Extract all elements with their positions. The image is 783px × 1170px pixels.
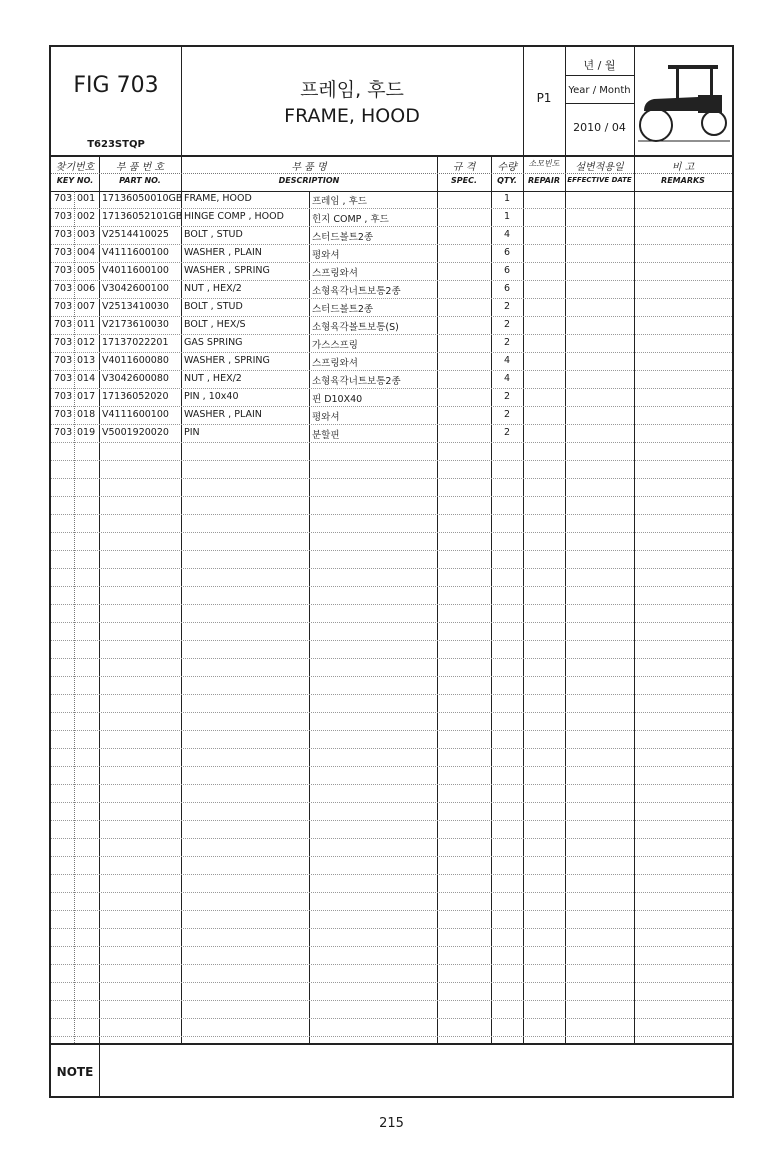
empty-row (51, 731, 732, 749)
empty-row (51, 875, 732, 893)
cell-qty: 1 (503, 211, 511, 222)
cell-fig: 703 (54, 355, 73, 366)
cell-desc-en: NUT , HEX/2 (184, 283, 242, 294)
cell-key: 019 (77, 427, 96, 438)
empty-row (51, 677, 732, 695)
column-headers (51, 155, 732, 192)
table-row (51, 281, 732, 299)
cell-key: 004 (77, 247, 96, 258)
note-label: NOTE (56, 1065, 94, 1079)
empty-row (51, 965, 732, 983)
cell-qty: 2 (503, 409, 511, 420)
col-desc-en: DESCRIPTION (278, 176, 340, 185)
cell-desc-ko: 프레임 , 후드 (312, 196, 367, 207)
cell-fig: 703 (54, 301, 73, 312)
cell-key: 007 (77, 301, 96, 312)
cell-fig: 703 (54, 391, 73, 402)
table-row (51, 227, 732, 245)
parts-sheet (49, 45, 734, 1098)
table-row (51, 299, 732, 317)
cell-desc-en: PIN (184, 427, 200, 438)
cell-desc-en: WASHER , PLAIN (184, 409, 262, 420)
cell-key: 014 (77, 373, 96, 384)
empty-row (51, 857, 732, 875)
cell-desc-ko: 스프링와셔 (312, 358, 358, 369)
cell-key: 002 (77, 211, 96, 222)
year-month-label-en: Year / Month (568, 85, 631, 96)
empty-row (51, 929, 732, 947)
empty-row (51, 623, 732, 641)
cell-qty: 2 (503, 391, 511, 402)
cell-part: 17136052101GB (102, 211, 183, 222)
cell-desc-ko: 소형육각볼트보통(S) (312, 322, 399, 333)
empty-row (51, 515, 732, 533)
year-month-label-ko: 년 / 월 (583, 59, 616, 72)
empty-row (51, 1019, 732, 1037)
cell-part: 17137022201 (102, 337, 169, 348)
table-row (51, 263, 732, 281)
cell-part: 17136052020 (102, 391, 169, 402)
model-code: T623STQP (87, 139, 145, 150)
col-key-ko: 찾기번호 (55, 162, 95, 173)
table-row (51, 371, 732, 389)
cell-qty: 4 (503, 355, 511, 366)
cell-desc-ko: 평와셔 (312, 412, 340, 423)
cell-fig: 703 (54, 229, 73, 240)
cell-key: 017 (77, 391, 96, 402)
cell-desc-ko: 스프링와셔 (312, 268, 358, 279)
table-row (51, 335, 732, 353)
cell-desc-ko: 분할핀 (312, 430, 340, 441)
cell-key: 011 (77, 319, 96, 330)
title-english: FRAME, HOOD (284, 105, 420, 127)
col-remarks-en: REMARKS (661, 176, 705, 185)
empty-row (51, 911, 732, 929)
empty-row (51, 1001, 732, 1019)
tractor-icon (638, 55, 730, 147)
cell-fig: 703 (54, 373, 73, 384)
cell-fig: 703 (54, 409, 73, 420)
col-repair-en: REPAIR (527, 176, 561, 185)
cell-key: 018 (77, 409, 96, 420)
empty-row (51, 551, 732, 569)
table-row (51, 317, 732, 335)
empty-row (51, 605, 732, 623)
cell-key: 012 (77, 337, 96, 348)
cell-part: V3042600080 (102, 373, 169, 384)
table-row (51, 425, 732, 443)
empty-row (51, 695, 732, 713)
cell-part: V4011600100 (102, 265, 169, 276)
page-number: 215 (379, 1116, 404, 1131)
empty-row (51, 479, 732, 497)
cell-desc-en: BOLT , STUD (184, 301, 243, 312)
empty-row (51, 659, 732, 677)
year-month-value: 2010 / 04 (573, 121, 626, 134)
empty-row (51, 947, 732, 965)
cell-fig: 703 (54, 211, 73, 222)
col-desc-ko: 부 품 명 (291, 162, 327, 173)
cell-part: V4111600100 (102, 247, 169, 258)
cell-fig: 703 (54, 337, 73, 348)
empty-row (51, 497, 732, 515)
cell-part: V4011600080 (102, 355, 169, 366)
cell-qty: 2 (503, 301, 511, 312)
col-qty-en: QTY. (497, 176, 517, 185)
cell-qty: 6 (503, 247, 511, 258)
cell-desc-ko: 소형육각너트보통2종 (312, 286, 401, 297)
cell-desc-ko: 힌지 COMP , 후드 (312, 214, 389, 225)
page-indicator: P1 (536, 91, 552, 105)
empty-row (51, 749, 732, 767)
table-row (51, 353, 732, 371)
table-row (51, 389, 732, 407)
empty-row (51, 443, 732, 461)
empty-row (51, 767, 732, 785)
figure-number: FIG 703 (73, 73, 159, 98)
cell-desc-ko: 평와셔 (312, 250, 340, 261)
table-row (51, 209, 732, 227)
empty-row (51, 641, 732, 659)
note-area (51, 1043, 732, 1098)
col-qty-ko: 수량 (497, 162, 517, 173)
sheet-header (51, 47, 732, 157)
empty-row (51, 821, 732, 839)
empty-row (51, 533, 732, 551)
cell-key: 001 (77, 193, 96, 204)
empty-row (51, 461, 732, 479)
cell-desc-en: WASHER , SPRING (184, 265, 270, 276)
cell-part: V2514410025 (102, 229, 169, 240)
cell-fig: 703 (54, 319, 73, 330)
col-part-en: PART NO. (119, 176, 161, 185)
col-repair-ko: 소모빈도 (528, 159, 560, 168)
cell-fig: 703 (54, 283, 73, 294)
cell-qty: 2 (503, 427, 511, 438)
cell-desc-ko: 스터드볼트2종 (312, 232, 374, 243)
cell-fig: 703 (54, 427, 73, 438)
cell-desc-en: HINGE COMP , HOOD (184, 211, 284, 222)
cell-qty: 6 (503, 283, 511, 294)
parts-table-body (51, 191, 732, 1043)
cell-desc-en: GAS SPRING (184, 337, 243, 348)
cell-part: 17136050010GB (102, 193, 183, 204)
cell-key: 013 (77, 355, 96, 366)
col-effective-en: EFFECTIVE DATE (567, 176, 632, 184)
cell-desc-en: PIN , 10x40 (184, 391, 239, 402)
cell-fig: 703 (54, 265, 73, 276)
cell-key: 005 (77, 265, 96, 276)
cell-desc-ko: 스터드볼트2종 (312, 304, 374, 315)
empty-row (51, 587, 732, 605)
cell-qty: 6 (503, 265, 511, 276)
table-row (51, 245, 732, 263)
cell-desc-ko: 핀 D10X40 (312, 394, 363, 405)
table-row (51, 191, 732, 209)
cell-part: V4111600100 (102, 409, 169, 420)
cell-part: V2513410030 (102, 301, 169, 312)
cell-fig: 703 (54, 193, 73, 204)
cell-desc-en: WASHER , SPRING (184, 355, 270, 366)
col-effective-ko: 설변적용일 (575, 162, 624, 173)
col-key-en: KEY NO. (56, 176, 94, 185)
empty-row (51, 785, 732, 803)
col-spec-en: SPEC. (451, 176, 477, 185)
cell-qty: 2 (503, 319, 511, 330)
empty-row (51, 839, 732, 857)
cell-desc-en: FRAME, HOOD (184, 193, 252, 204)
title-korean: 프레임, 후드 (300, 79, 404, 101)
col-remarks-ko: 비 고 (671, 162, 695, 173)
cell-desc-ko: 가스스프링 (312, 340, 358, 351)
cell-key: 003 (77, 229, 96, 240)
cell-qty: 1 (503, 193, 511, 204)
empty-row (51, 713, 732, 731)
cell-part: V2173610030 (102, 319, 169, 330)
cell-part: V5001920020 (102, 427, 169, 438)
empty-row (51, 893, 732, 911)
cell-desc-en: NUT , HEX/2 (184, 373, 242, 384)
empty-row (51, 983, 732, 1001)
cell-desc-en: WASHER , PLAIN (184, 247, 262, 258)
cell-key: 006 (77, 283, 96, 294)
col-spec-ko: 규 격 (452, 162, 476, 173)
empty-row (51, 803, 732, 821)
cell-fig: 703 (54, 247, 73, 258)
cell-part: V3042600100 (102, 283, 169, 294)
cell-desc-ko: 소형육각너트보통2종 (312, 376, 401, 387)
col-part-ko: 부 품 번 호 (115, 162, 165, 173)
empty-row (51, 569, 732, 587)
cell-desc-en: BOLT , HEX/S (184, 319, 246, 330)
cell-qty: 2 (503, 337, 511, 348)
cell-qty: 4 (503, 229, 511, 240)
table-row (51, 407, 732, 425)
cell-desc-en: BOLT , STUD (184, 229, 243, 240)
cell-qty: 4 (503, 373, 511, 384)
